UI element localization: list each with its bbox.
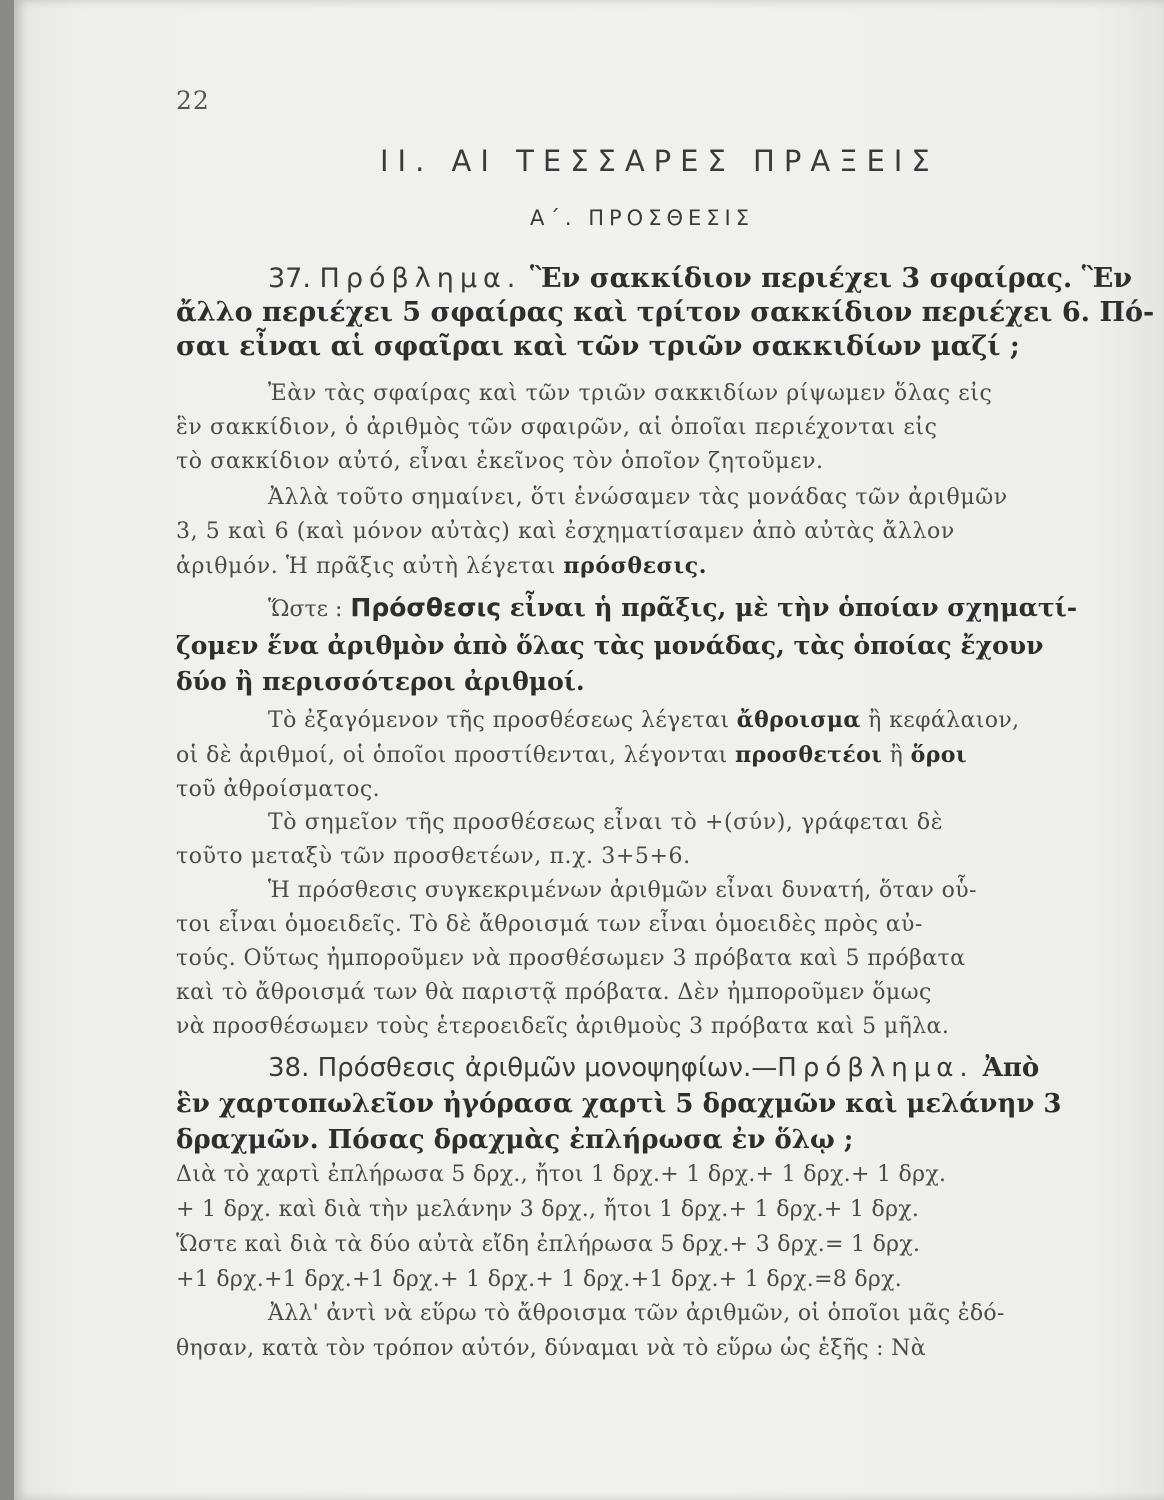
problem-37-line-2: ἄλλο περιέχει 5 σφαίρας καὶ τρίτον σακκίδιον περιέχει 6. Πό- <box>176 297 1155 328</box>
paragraph-line: Ὥστε καὶ διὰ τὰ δύο αὐτὰ εἴδη ἐπλήρωσα 5 δρχ.+ 3 δρχ.= 1 δρχ. <box>176 1232 921 1257</box>
paragraph-line: Ἀλλ' ἀντὶ νὰ εὕρω τὸ ἄθροισμα τῶν ἀριθμῶν, οἱ ὁποῖοι μᾶς ἐδό- <box>268 1301 1005 1326</box>
problem-37 <box>176 262 1164 364</box>
paragraph-6 <box>176 1157 1164 1297</box>
text: οἱ δὲ ἀριθμοί, οἱ ὁποῖοι προστίθενται, λέγονται <box>176 743 736 768</box>
definition-lead: Ὥστε : <box>268 597 343 622</box>
paragraph-line: τοῦτο μεταξὺ τῶν προσθετέων, π.χ. 3+5+6. <box>176 844 691 869</box>
term-addends: προσθετέοι <box>735 742 883 768</box>
problem-37-line-1 <box>176 262 1164 296</box>
paragraph-1 <box>176 377 1164 479</box>
paragraph-line: 3, 5 καὶ 6 (καὶ μόνον αὐτὰς) καὶ ἐσχηματίσαμεν ἀπὸ αὐτὰς ἄλλον <box>176 519 955 544</box>
text: Τὸ ἐξαγόμενον τῆς προσθέσεως λέγεται <box>268 708 737 733</box>
problem-text: Ἀπὸ <box>973 1053 1040 1083</box>
problem-label: Πρόβλημα. <box>319 263 522 294</box>
problem-38 <box>176 1050 1164 1158</box>
page-number: 22 <box>176 86 210 115</box>
problem-37-line-3: σαι εἶναι αἱ σφαῖραι καὶ τῶν τριῶν σακκιδίων μαζί ; <box>176 331 1020 362</box>
problem-text: Ἓν σακκίδιον περιέχει 3 σφαίρας. Ἓν <box>529 263 1133 294</box>
paragraph-7 <box>176 1296 1164 1366</box>
definition-line-1 <box>176 590 1164 628</box>
text: ἢ κεφάλαιον, <box>860 708 1020 733</box>
paragraph-line: Ἡ πρόσθεσις συγκεκριμένων ἀριθμῶν εἶναι δυνατή, ὅταν οὗ- <box>268 878 977 903</box>
text: ἢ <box>882 743 911 768</box>
definition <box>176 590 1164 700</box>
paragraph-line <box>176 703 1164 738</box>
paragraph-line: καὶ τὸ ἄθροισμά των θὰ παριστᾷ πρόβατα. Δὲν ἠμποροῦμεν ὅμως <box>176 980 932 1005</box>
section-heading: 38. Πρόσθεσις ἀριθμῶν μονοψηφίων.— <box>268 1053 778 1083</box>
problem-label: Πρόβλημα. <box>777 1053 974 1083</box>
paragraph-line: Ἀλλὰ τοῦτο σημαίνει, ὅτι ἑνώσαμεν τὰς μονάδας τῶν ἀριθμῶν <box>268 485 1008 510</box>
paragraph-4 <box>176 806 1164 874</box>
paragraph-line: τὸ σακκίδιον αὐτό, εἶναι ἐκεῖνος τὸν ὁποῖον ζητοῦμεν. <box>176 449 824 474</box>
text: ἀριθμόν. Ἡ πρᾶξις αὐτὴ λέγεται <box>176 554 564 579</box>
paragraph-3 <box>176 703 1164 807</box>
term-terms: ὅροι <box>910 742 967 768</box>
paragraph-line: Διὰ τὸ χαρτὶ ἐπλήρωσα 5 δρχ., ἤτοι 1 δρχ.+ 1 δρχ.+ 1 δρχ.+ 1 δρχ. <box>176 1162 947 1187</box>
problem-38-line-3: δραχμῶν. Πόσας δραχμὰς ἐπλήρωσα ἐν ὅλῳ ; <box>176 1125 854 1155</box>
problem-38-line-1 <box>176 1050 1164 1086</box>
paragraph-line: τούς. Οὕτως ἠμποροῦμεν νὰ προσθέσωμεν 3 πρόβατα καὶ 5 πρόβατα <box>176 946 966 971</box>
problem-38-line-2: ἓν χαρτοπωλεῖον ἠγόρασα χαρτὶ 5 δραχμῶν καὶ μελάνην 3 <box>176 1089 1062 1119</box>
paragraph-line <box>176 738 1164 773</box>
paragraph-5 <box>176 874 1164 1044</box>
definition-text: εἶναι ἡ πρᾶξις, μὲ τὴν ὁποίαν σχηματί- <box>501 593 1078 622</box>
definition-line-2: ζομεν ἕνα ἀριθμὸν ἀπὸ ὅλας τὰς μονάδας, τὰς ὁποίας ἔχουν <box>176 631 1044 660</box>
paragraph-line: τοῦ ἀθροίσματος. <box>176 777 380 802</box>
paragraph-line: Τὸ σημεῖον τῆς προσθέσεως εἶναι τὸ +(σύν), γράφεται δὲ <box>268 810 944 835</box>
problem-number: 37. <box>268 263 311 294</box>
term-addition: πρόσθεσις. <box>563 553 708 579</box>
term-sum: ἄθροισμα <box>736 707 861 733</box>
definition-line-3: δύο ἢ περισσότεροι ἀριθμοί. <box>176 667 585 696</box>
paragraph-line: +1 δρχ.+1 δρχ.+1 δρχ.+ 1 δρχ.+ 1 δρχ.+1 δρχ.+ 1 δρχ.=8 δρχ. <box>176 1267 903 1292</box>
book-page <box>14 0 1164 1500</box>
paragraph-line: ἓν σακκίδιον, ὁ ἀριθμὸς τῶν σφαιρῶν, αἱ ὁποῖαι περιέχονται εἰς <box>176 415 938 440</box>
definition-term: Πρόσθεσις <box>350 593 502 622</box>
paragraph-line <box>176 549 1164 584</box>
section-title: Α΄. ΠΡΟΣΘΕΣΙΣ <box>530 206 754 230</box>
chapter-title: II. ΑΙ ΤΕΣΣΑΡΕΣ ΠΡΑΞΕΙΣ <box>380 144 939 178</box>
paragraph-2 <box>176 481 1164 584</box>
paragraph-line: + 1 δρχ. καὶ διὰ τὴν μελάνην 3 δρχ., ἤτοι 1 δρχ.+ 1 δρχ.+ 1 δρχ. <box>176 1197 920 1222</box>
paragraph-line: νὰ προσθέσωμεν τοὺς ἑτεροειδεῖς ἀριθμοὺς 3 πρόβατα καὶ 5 μῆλα. <box>176 1014 950 1039</box>
paragraph-line: Ἐὰν τὰς σφαίρας καὶ τῶν τριῶν σακκιδίων ρίψωμεν ὅλας εἰς <box>268 381 993 406</box>
paragraph-line: θησαν, κατὰ τὸν τρόπον αὐτόν, δύναμαι νὰ τὸ εὕρω ὡς ἑξῆς : Νὰ <box>176 1336 926 1361</box>
paragraph-line: τοι εἶναι ὁμοειδεῖς. Τὸ δὲ ἄθροισμά των εἶναι ὁμοειδὲς πρὸς αὐ- <box>176 912 923 937</box>
